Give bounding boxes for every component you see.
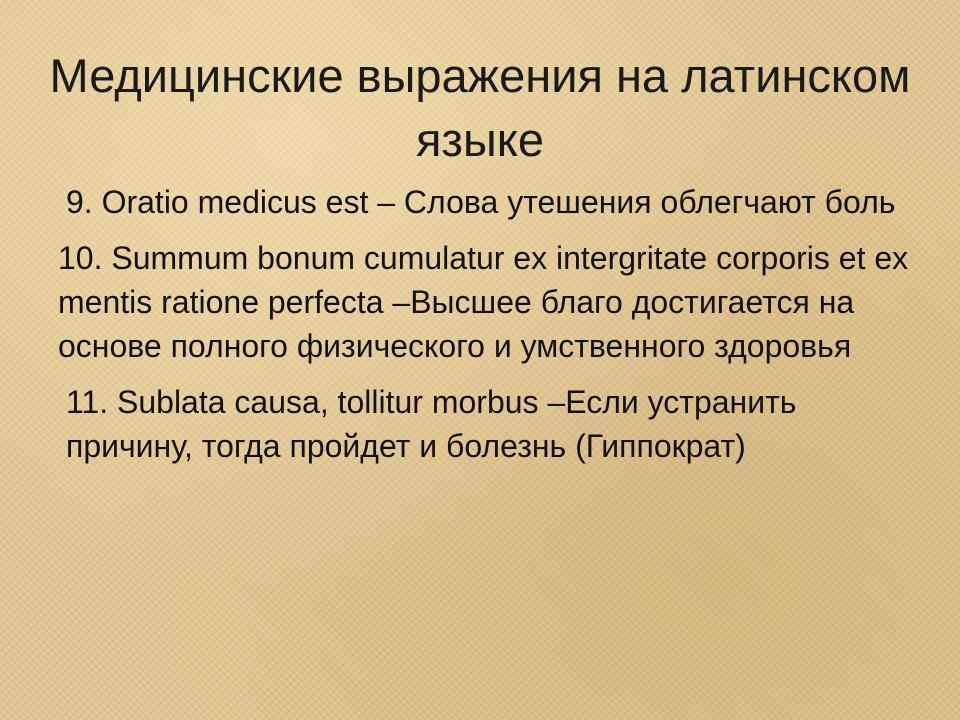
phrase-item-10: 10. Summum bonum cumulatur ex intergritate corporis et ex mentis ratione perfecta –Высшее благо достигается на основе полного физического и умственного здоровья	[58, 240, 909, 364]
slide-body	[58, 180, 918, 468]
phrase-item-9: 9. Oratio medicus est – Слова утешения облегчают боль	[66, 184, 896, 220]
phrase-item-11: 11. Sublata causa, tollitur morbus –Если устранить причину, тогда пройдет и болезнь (Гиппократ)	[66, 384, 797, 464]
slide-title: Медицинские выражения на латинском языке	[49, 49, 911, 166]
